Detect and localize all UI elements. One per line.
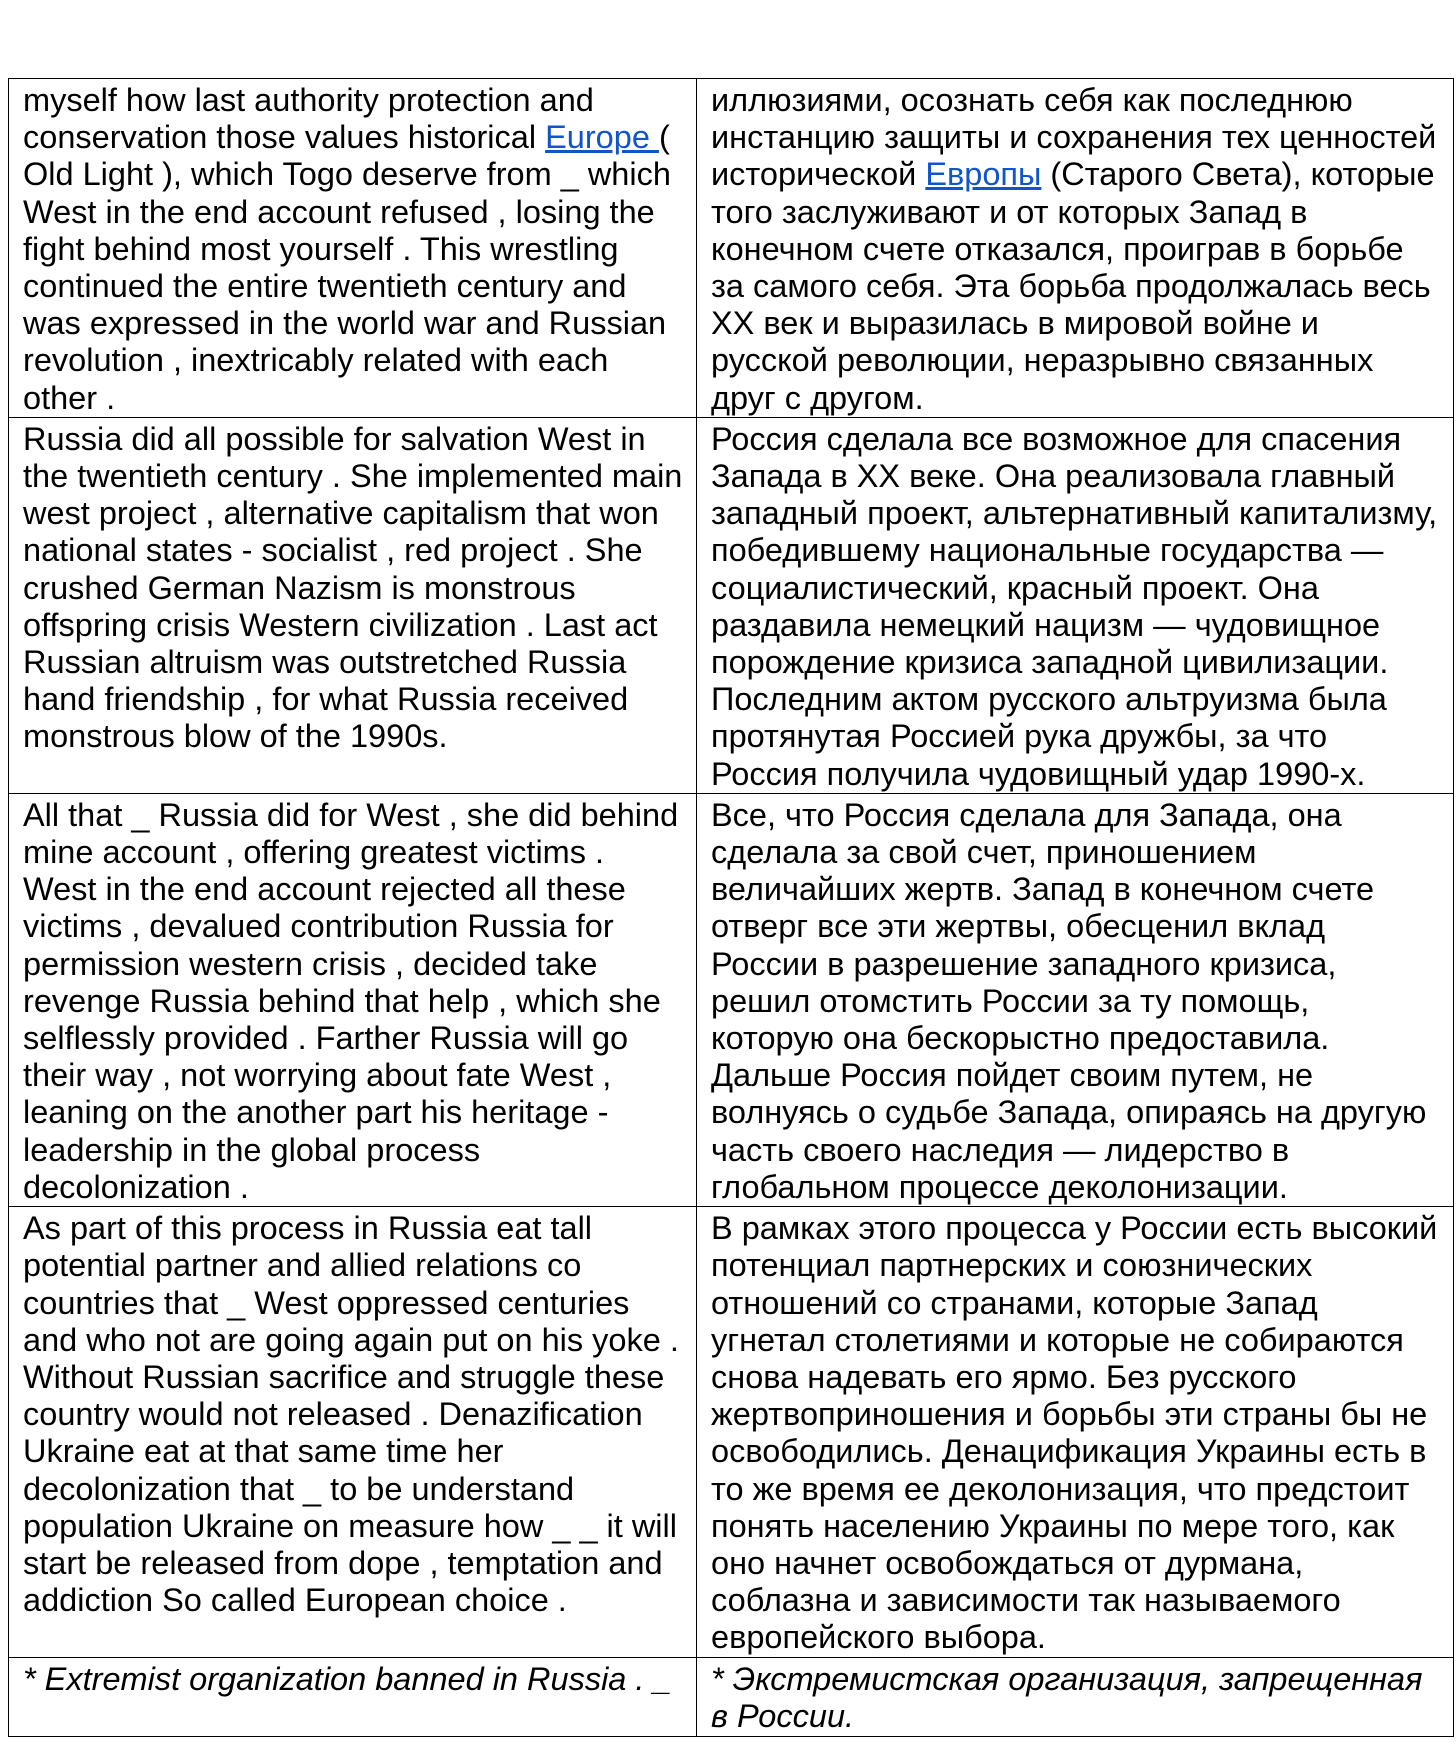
russian-text: (Старого Света), которые того заслуживают и от которых Запад в конечном счете отказался, проиграв в борьбе за самого себя. Эта борьба продолжалась весь XX век и выразилась в мировой войне и русской революции, неразрывно связанных друг с другом. <box>711 156 1435 416</box>
russian-text: иллюзиями, осознать себя как последнюю инстанцию защиты и сохранения тех ценностей исторической <box>711 82 1437 193</box>
russian-footnote: * Экстремистская организация, запрещенная в России. <box>697 1658 1454 1736</box>
english-cell: All that _ Russia did for West , she did behind mine account , offering greatest victims . West in the end account rejected all these victims , devalued contribution Russia for permission western crisis , decided take revenge Russia behind that help , which she selflessly provided . Farther Russia will go their way , not worrying about fate West , leaning on the another part his heritage - leadership in the global process decolonization . <box>9 793 697 1206</box>
english-footnote: * Extremist organization banned in Russia . _ <box>9 1658 697 1736</box>
table-row <box>9 79 1454 418</box>
russian-cell: В рамках этого процесса у России есть высокий потенциал партнерских и союзнических отношений со странами, которые Запад угнетал столетиями и которые не собираются снова надевать его ярмо. Без русского жертвоприношения и борьбы эти страны бы не освободились. Денацификация Украины есть в то же время ее деколонизация, что предстоит понять населению Украины по мере того, как оно начнет освобождаться от дурмана, соблазна и зависимости так называемого европейского выбора. <box>697 1207 1454 1658</box>
europe-link[interactable]: Europe <box>545 119 659 156</box>
table-row <box>9 793 1454 1206</box>
english-cell <box>9 79 697 418</box>
footnote-row <box>9 1658 1454 1736</box>
table-row <box>9 1207 1454 1658</box>
english-cell: As part of this process in Russia eat tall potential partner and allied relations co countries that _ West oppressed centuries and who not are going again put on his yoke . Without Russian sacrifice and struggle these country would not released . Denazification Ukraine eat at that same time her decolonization that _ to be understand population Ukraine on measure how _ _ it will start be released from dope , temptation and addiction So called European choice . <box>9 1207 697 1658</box>
english-cell: Russia did all possible for salvation West in the twentieth century . She implemented main west project , alternative capitalism that won national states - socialist , red project . She crushed German Nazism is monstrous offspring crisis Western civilization . Last act Russian altruism was outstretched Russia hand friendship , for what Russia received monstrous blow of the 1990s. <box>9 417 697 793</box>
russian-cell: Россия сделала все возможное для спасения Запада в XX веке. Она реализовала главный западный проект, альтернативный капитализму, победившему национальные государства — социалистический, красный проект. Она раздавила немецкий нацизм — чудовищное порождение кризиса западной цивилизации. Последним актом русского альтруизма была протянутая Россией рука дружбы, за что Россия получила чудовищный удар 1990-х. <box>697 417 1454 793</box>
table-row <box>9 417 1454 793</box>
translation-table <box>8 78 1454 1737</box>
russian-cell: Все, что Россия сделала для Запада, она сделала за свой счет, приношением величайших жертв. Запад в конечном счете отверг все эти жертвы, обесценил вклад России в разрешение западного кризиса, решил отомстить России за ту помощь, которую она бескорыстно предоставила. Дальше Россия пойдет своим путем, не волнуясь о судьбе Запада, опираясь на другую часть своего наследия — лидерство в глобальном процессе деколонизации. <box>697 793 1454 1206</box>
english-text: ( Old Light ), which Togo deserve from _ which West in the end account refused , losing the fight behind most yourself . This wrestling continued the entire twentieth century and was expressed in the world war and Russian revolution , inextricably related with each other . <box>23 119 671 416</box>
russian-cell <box>697 79 1454 418</box>
english-text: myself how last authority protection and conservation those values historical <box>23 82 594 156</box>
evropy-link[interactable]: Европы <box>925 156 1042 193</box>
